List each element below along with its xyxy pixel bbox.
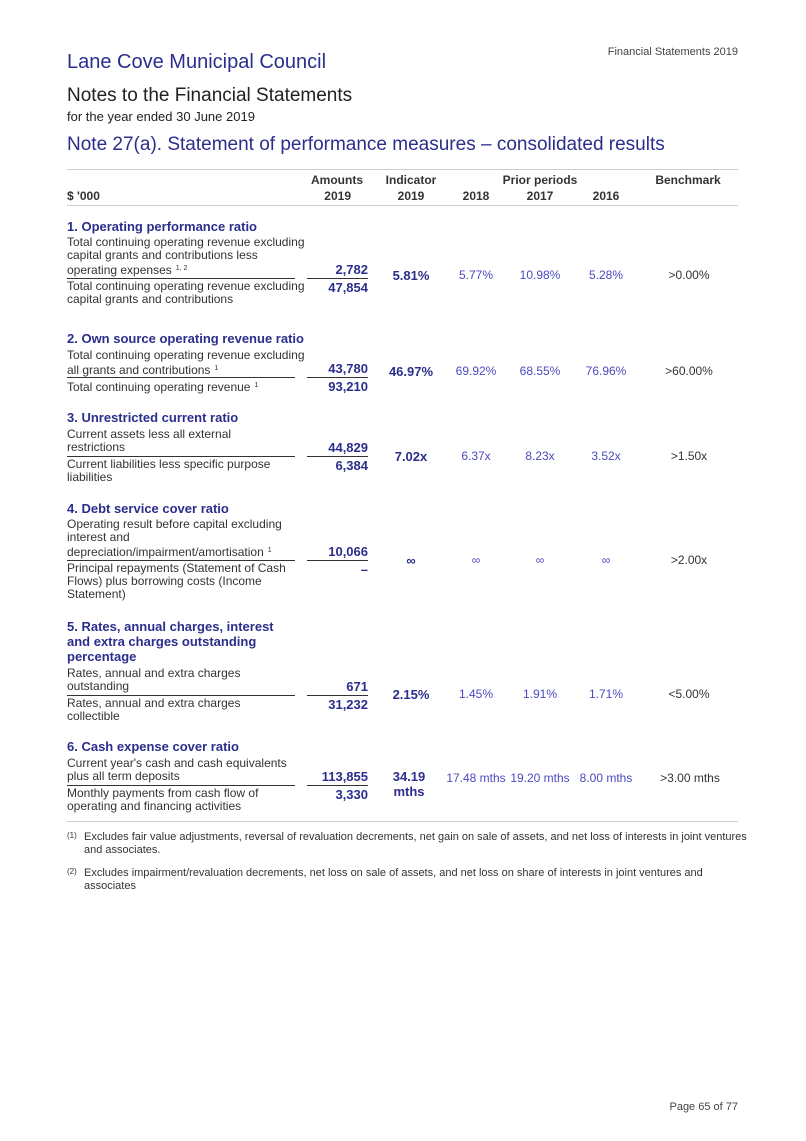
section-6-benchmark: >3.00 mths: [660, 771, 720, 785]
indicator-year: 2019: [397, 189, 425, 203]
section-6-amount-numerator: 113,855: [321, 769, 368, 784]
section-3-benchmark: >1.50x: [670, 449, 708, 463]
footnote-2-text: Excludes impairment/revaluation decrements, net loss on sale of assets, and net loss on share of interests in joint ventures and associates: [84, 867, 703, 892]
footnote-1-text: Excludes fair value adjustments, reversal of revaluation decrements, net gain on sale of assets, and net loss of interests in joint ventures and associates.: [84, 831, 747, 856]
section-6-2017: 19.20 mths: [510, 771, 570, 785]
section-5-amount-denominator: 31,232: [328, 697, 368, 712]
section-2-indicator: 46.97%: [388, 364, 434, 379]
page-title: Notes to the Financial Statements: [67, 85, 353, 106]
document-label: Financial Statements 2019: [607, 46, 738, 58]
section-3-2016: 3.52x: [591, 449, 621, 463]
footnote-1-marker: (1): [67, 831, 77, 840]
indicator-header: Indicator: [385, 173, 437, 187]
section-2-amount-numerator: 43,780: [328, 361, 368, 376]
section-3-title: 3. Unrestricted current ratio: [67, 410, 239, 425]
section-6-2018: 17.48 mths: [446, 771, 506, 785]
section-4-amount-line: [307, 560, 368, 561]
section-1-amount-numerator: 2,782: [335, 262, 368, 277]
section-4-indicator: ∞: [406, 553, 416, 568]
section-1-denominator: Total continuing operating revenue excluding capital grants and contributions: [67, 279, 305, 306]
section-4-title: 4. Debt service cover ratio: [67, 501, 229, 516]
section-2-2016: 76.96%: [585, 364, 627, 378]
section-3-amount-numerator: 44,829: [328, 440, 368, 455]
section-4-2017: ∞: [535, 553, 545, 567]
section-2-denominator: Total continuing operating revenue $^1$: [67, 380, 259, 394]
benchmark-header: Benchmark: [655, 173, 721, 187]
section-5-amount-numerator: 671: [346, 679, 368, 694]
section-1-numerator: Total continuing operating revenue excluding capital grants and contributions less operating expenses $^{1, 2}$: [67, 235, 305, 277]
section-3-2017: 8.23x: [525, 449, 555, 463]
section-3-indicator: 7.02x: [394, 449, 428, 464]
year-2017-header: 2017: [526, 189, 554, 203]
section-2-amount-denominator: 93,210: [328, 379, 368, 394]
organisation-name: Lane Cove Municipal Council: [67, 51, 327, 73]
section-2-fraction-line: [67, 377, 295, 378]
section-5-2018: 1.45%: [458, 687, 494, 701]
section-6-amount-denominator: 3,330: [335, 787, 368, 802]
footnote-rule: [67, 821, 738, 822]
section-4-denominator: Principal repayments (Statement of Cash Flows) plus borrowing costs (Income Statement): [67, 561, 286, 601]
section-4-2016: ∞: [601, 553, 611, 567]
section-5-indicator: 2.15%: [392, 687, 430, 702]
prior-periods-header: Prior periods: [502, 173, 578, 187]
section-5-2017: 1.91%: [522, 687, 558, 701]
section-1-title: 1. Operating performance ratio: [67, 219, 257, 234]
section-4-benchmark: >2.00x: [670, 553, 708, 567]
section-6-numerator: Current year's cash and cash equivalents plus all term deposits: [67, 756, 287, 783]
section-3-amount-line: [307, 456, 368, 457]
section-1-amount-denominator: 47,854: [328, 280, 368, 295]
section-2-numerator: Total continuing operating revenue excluding all grants and contributions $^1$: [67, 348, 305, 377]
section-5-denominator: Rates, annual and extra charges collectible: [67, 696, 241, 723]
page-number: Page 65 of 77: [669, 1101, 738, 1113]
section-4-amount-denominator: –: [360, 562, 368, 577]
footnote-2: [67, 867, 747, 893]
year-2018-header: 2018: [462, 189, 490, 203]
section-5-2016: 1.71%: [588, 687, 624, 701]
section-1-2018: 5.77%: [458, 268, 494, 282]
section-6-denominator: Monthly payments from cash flow of operating and financing activities: [67, 786, 259, 813]
section-3-amount-denominator: 6,384: [335, 458, 368, 473]
section-1-2017: 10.98%: [519, 268, 561, 282]
section-5-title: 5. Rates, annual charges, interest and extra charges outstanding percentage: [67, 619, 274, 664]
section-2-2018: 69.92%: [455, 364, 497, 378]
unit-label: $ '000: [67, 189, 100, 203]
section-1-2016: 5.28%: [588, 268, 624, 282]
section-3-numerator: Current assets less all external restrictions: [67, 427, 232, 454]
section-5-numerator: Rates, annual and extra charges outstanding: [67, 666, 241, 693]
section-2-benchmark: >60.00%: [665, 364, 713, 378]
section-6-2016: 8.00 mths: [579, 771, 633, 785]
footnote-2-marker: (2): [67, 867, 77, 876]
page-subtitle: for the year ended 30 June 2019: [67, 109, 255, 124]
section-2-title: 2. Own source operating revenue ratio: [67, 331, 304, 346]
section-3-2018: 6.37x: [461, 449, 491, 463]
section-6-title: 6. Cash expense cover ratio: [67, 739, 239, 754]
section-4-amount-numerator: 10,066: [328, 544, 368, 559]
note-title: Note 27(a). Statement of performance measures – consolidated results: [67, 134, 665, 155]
section-1-benchmark: >0.00%: [668, 268, 710, 282]
section-1-indicator: 5.81%: [392, 268, 430, 283]
section-4-numerator: Operating result before capital excluding interest and depreciation/impairment/amortisation $^1$: [67, 517, 282, 559]
footnote-1: [67, 831, 747, 857]
section-2-amount-line: [307, 377, 368, 378]
table-header-rule: [67, 205, 738, 206]
amounts-header: Amounts: [311, 173, 363, 187]
section-3-denominator: Current liabilities less specific purpose liabilities: [67, 457, 271, 484]
section-4-2018: ∞: [471, 553, 481, 567]
table-top-rule: [67, 169, 738, 170]
section-2-2017: 68.55%: [519, 364, 561, 378]
section-5-benchmark: <5.00%: [668, 687, 710, 701]
section-6-amount-line: [307, 785, 368, 786]
year-2016-header: 2016: [592, 189, 620, 203]
section-1-amount-line: [307, 278, 368, 279]
section-5-amount-line: [307, 695, 368, 696]
section-6-indicator: 34.19 mths: [392, 769, 426, 799]
amounts-year: 2019: [324, 189, 351, 203]
